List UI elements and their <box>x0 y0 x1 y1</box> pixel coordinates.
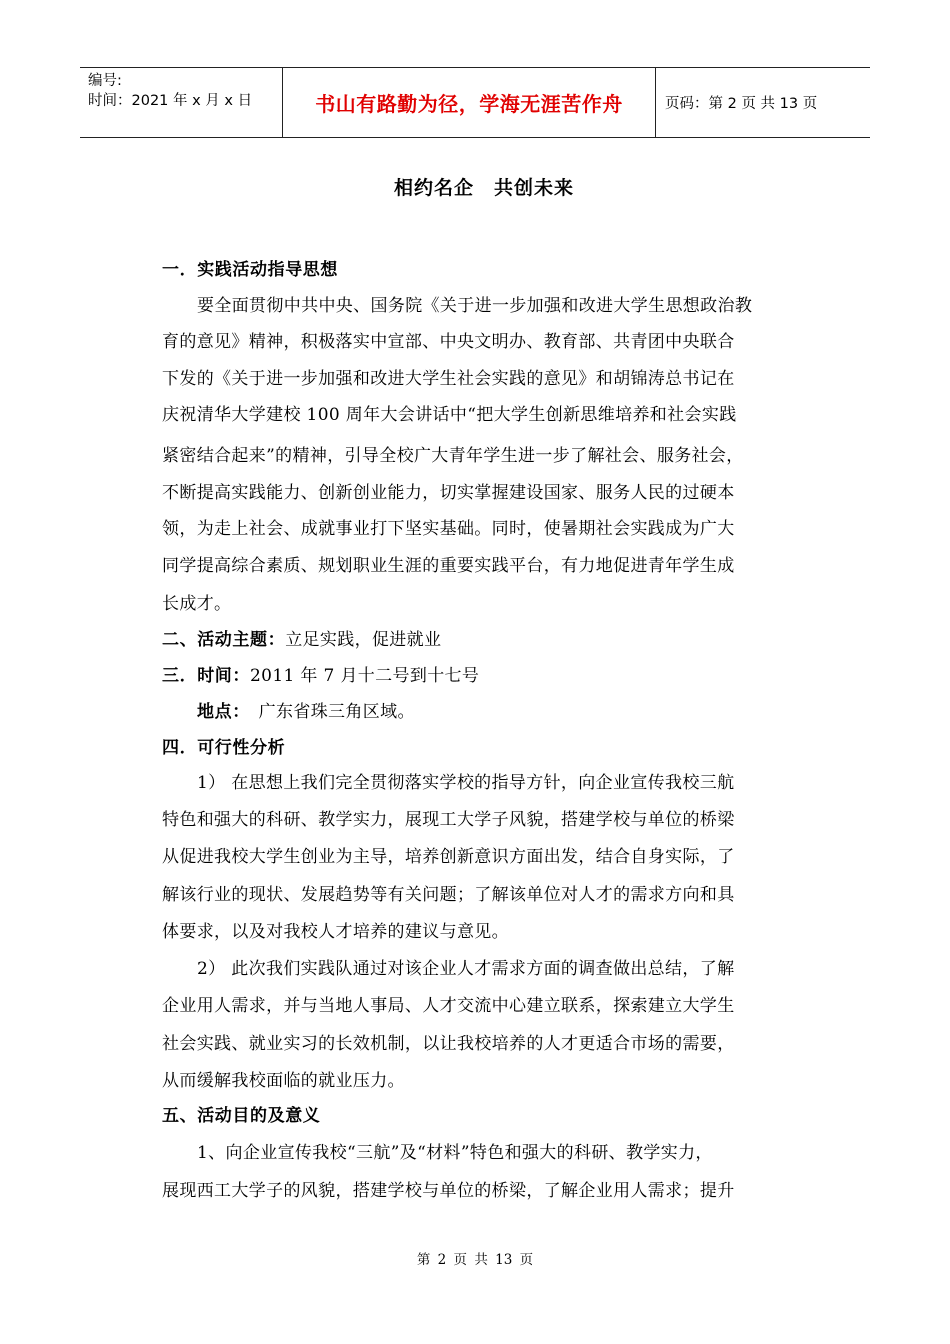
paragraph-line: 解该行业的现状、发展趋势等有关问题；了解该单位对人才的需求方向和具 <box>162 885 735 905</box>
paragraph-line: 领，为走上社会、成就事业打下坚实基础。同时，使暑期社会实践成为广大 <box>162 519 735 539</box>
paragraph-line: 从而缓解我校面临的就业压力。 <box>162 1071 405 1091</box>
paragraph-line: 企业用人需求，并与当地人事局、人才交流中心建立联系，探索建立大学生 <box>162 996 735 1016</box>
paragraph-line: 育的意见》精神，积极落实中宣部、中央文明办、教育部、共青团中央联合 <box>162 332 735 352</box>
paragraph-line: 下发的《关于进一步加强和改进大学生社会实践的意见》和胡锦涛总书记在 <box>162 369 735 389</box>
paragraph-line: 庆祝清华大学建校 100 周年大会讲话中“把大学生创新思维培养和社会实践 <box>162 405 737 425</box>
section-heading: 二、活动主题： <box>162 630 286 650</box>
number-label: 编号: <box>88 73 122 89</box>
place-text: 广东省珠三角区域。 <box>241 702 415 722</box>
time-label: 时间：2021 年 x 月 x 日 <box>88 93 253 109</box>
place-line <box>197 701 415 723</box>
page-footer: 第 2 页 共 13 页 <box>416 1252 534 1268</box>
paragraph-line: 同学提高综合素质、规划职业生涯的重要实践平台，有力地促进青年学生成 <box>162 556 735 576</box>
theme-text: 立足实践，促进就业 <box>285 630 442 650</box>
section-time <box>162 665 479 687</box>
section-heading: 五、活动目的及意义 <box>162 1106 321 1126</box>
paragraph-line: 从促进我校大学生创业为主导，培养创新意识方面出发，结合自身实际，了 <box>162 847 735 867</box>
section-heading: 四．可行性分析 <box>162 738 286 758</box>
paragraph-line: 体要求，以及对我校人才培养的建议与意见。 <box>162 922 509 942</box>
time-text: 2011 年 7 月十二号到十七号 <box>250 666 480 686</box>
paragraph-line: 1、向企业宣传我校“三航”及“材料”特色和强大的科研、教学实力， <box>197 1143 713 1163</box>
paragraph-line: 2） 此次我们实践队通过对该企业人才需求方面的调查做出总结，了解 <box>197 959 735 979</box>
place-label: 地点： <box>197 702 242 722</box>
paragraph-line: 要全面贯彻中共中央、国务院《关于进一步加强和改进大学生思想政治教 <box>197 296 753 316</box>
paragraph-line: 1） 在思想上我们完全贯彻落实学校的指导方针，向企业宣传我校三航 <box>197 773 735 793</box>
header-meta-cell <box>80 68 282 137</box>
paragraph-line: 展现西工大学子的风貌，搭建学校与单位的桥梁，了解企业用人需求；提升 <box>162 1181 735 1201</box>
paragraph-line: 社会实践、就业实习的长效机制，以让我校培养的人才更适合市场的需要， <box>162 1034 735 1054</box>
section-heading: 三．时间： <box>162 666 250 686</box>
paragraph-line: 紧密结合起来”的精神，引导全校广大青年学生进一步了解社会、服务社会， <box>162 446 744 466</box>
document-title: 相约名企 共创未来 <box>393 177 574 199</box>
section-heading: 一．实践活动指导思想 <box>162 260 338 280</box>
paragraph-line: 特色和强大的科研、教学实力，展现工大学子风貌，搭建学校与单位的桥梁 <box>162 810 735 830</box>
paragraph-line: 不断提高实践能力、创新创业能力，切实掌握建设国家、服务人民的过硬本 <box>162 483 735 503</box>
section-theme <box>162 629 441 651</box>
paragraph-line: 长成才。 <box>162 594 232 614</box>
header-page-label: 页码：第 2 页 共 13 页 <box>665 96 818 112</box>
header-motto: 书山有路勤为径，学海无涯苦作舟 <box>315 92 623 116</box>
document-header-table <box>80 67 870 138</box>
